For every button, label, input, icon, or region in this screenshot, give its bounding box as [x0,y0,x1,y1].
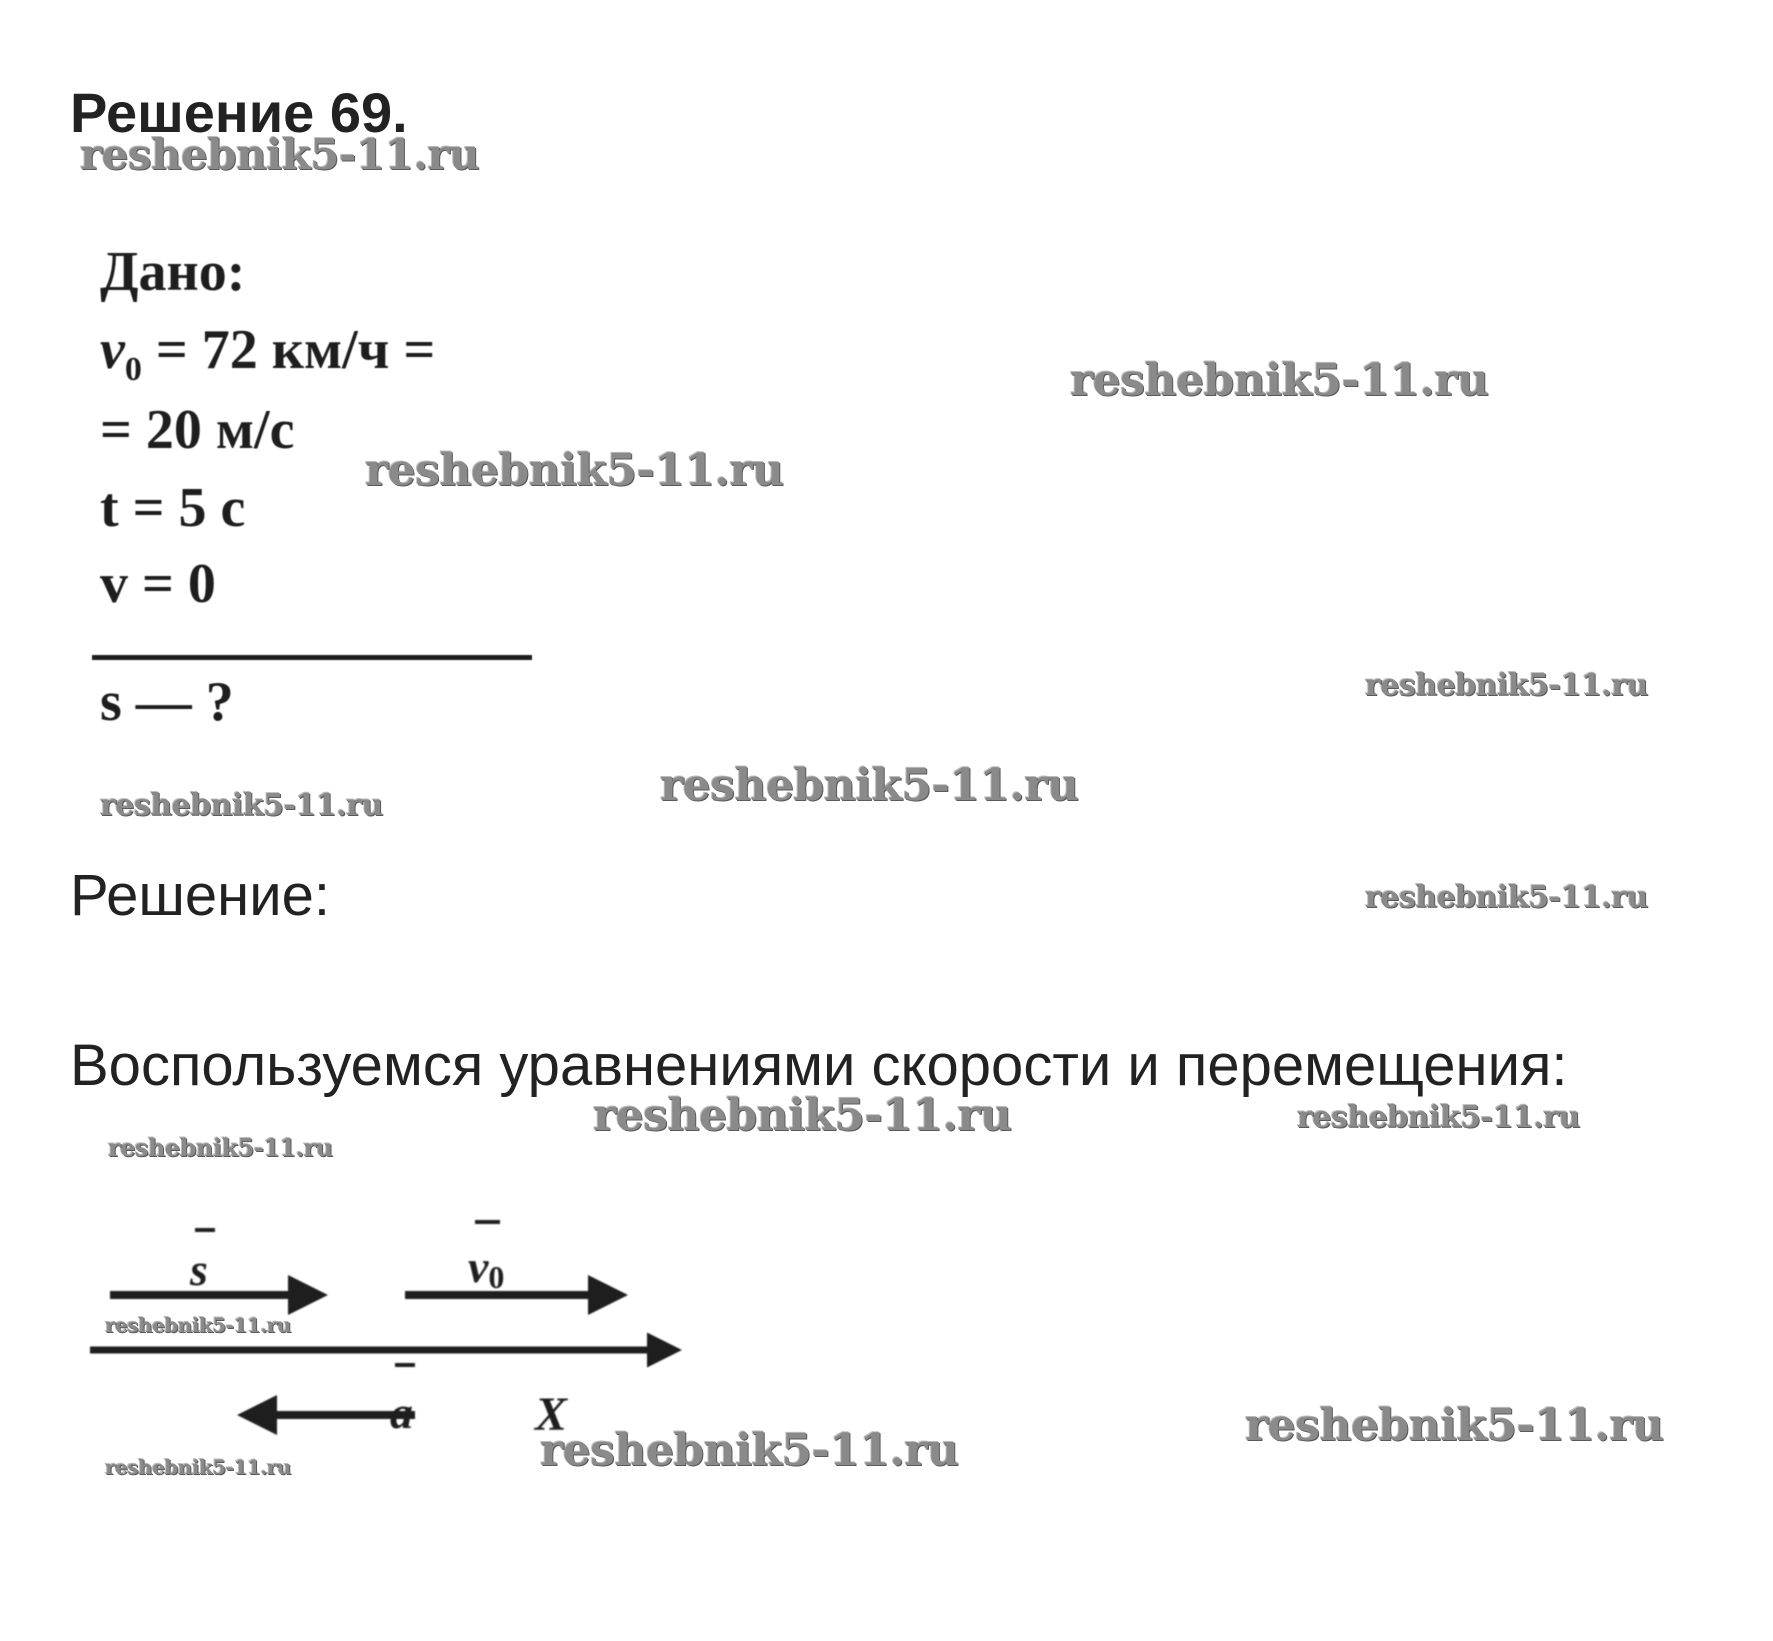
watermark: reshebnik5-11.ru [108,1133,333,1162]
given-block [92,240,532,755]
watermark: reshebnik5-11.ru [1297,1100,1580,1135]
given-v0-value: = 72 км/ч = [141,319,436,381]
x-axis-label: X [535,1388,568,1441]
v0-label-subscript: 0 [488,1259,505,1295]
given-line-v: v = 0 [100,553,216,615]
given-find: s — ? [100,671,234,733]
watermark: reshebnik5-11.ru [365,445,784,496]
watermark: reshebnik5-11.ru [660,760,1079,811]
given-line-t: t = 5 с [100,477,246,539]
watermark: reshebnik5-11.ru [1070,355,1489,406]
v0-label-symbol: v [468,1241,489,1292]
given-separator [92,655,532,660]
given-line-v0-si: = 20 м/с [100,399,295,461]
watermark: reshebnik5-11.ru [1245,1400,1664,1451]
watermark: reshebnik5-11.ru [100,788,383,823]
solution-label: Решение: [70,863,330,928]
watermark: reshebnik5-11.ru [540,1425,959,1476]
a-vector-label: a [390,1387,413,1438]
watermark: reshebnik5-11.ru [80,130,480,179]
given-header: Дано: [100,241,246,303]
v0-vector-label [468,1241,504,1295]
given-v-symbol: v [100,319,125,381]
watermark: reshebnik5-11.ru [1365,880,1648,915]
watermark: reshebnik5-11.ru [105,1455,291,1479]
given-v-subscript: 0 [124,351,142,389]
given-line-v0 [100,318,435,389]
watermark: reshebnik5-11.ru [593,1090,1012,1141]
intro-text: Воспользуемся уравнениями скорости и перемещения: [70,1033,1568,1098]
s-vector-label: s [190,1244,208,1295]
watermark: reshebnik5-11.ru [1365,668,1648,703]
watermark: reshebnik5-11.ru [105,1313,291,1337]
page-title: Решение 69. [70,81,408,144]
